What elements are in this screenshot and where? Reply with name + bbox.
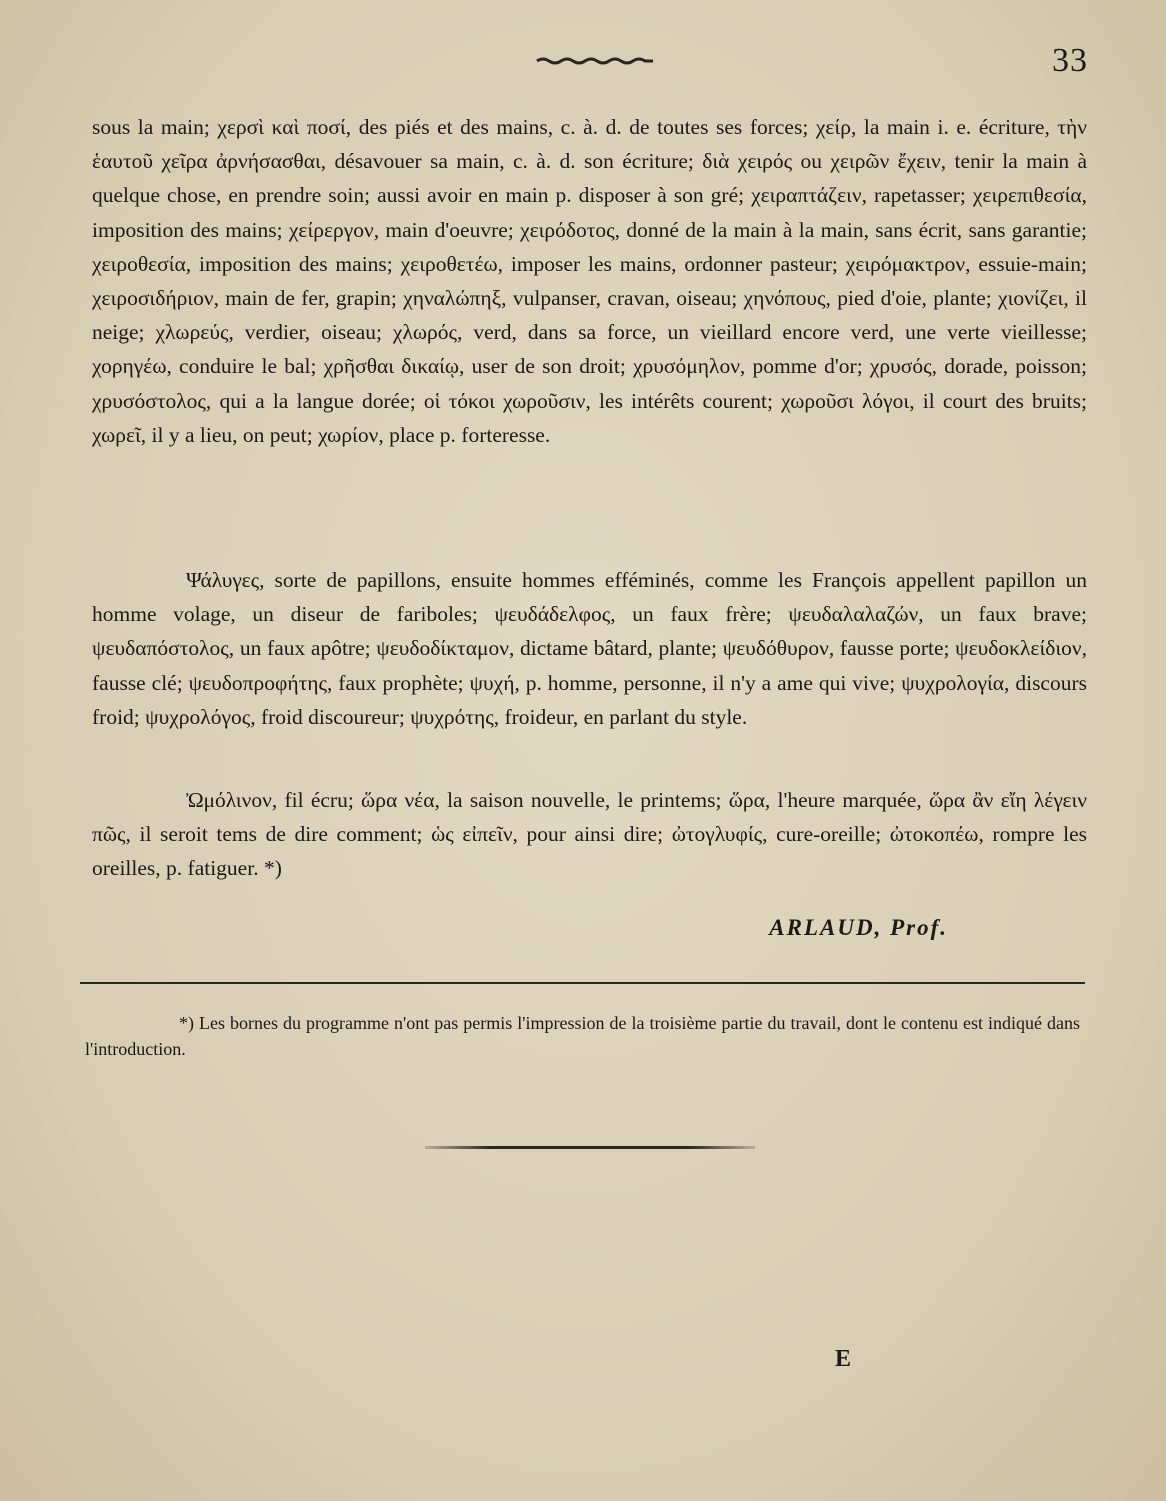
paragraph-3 xyxy=(92,783,1087,886)
author-signature: ARLAUD, Prof. xyxy=(769,915,948,940)
end-rule xyxy=(425,1146,755,1149)
paragraph-1-text: sous la main; χερσὶ καὶ ποσί, des piés et des mains, c. à. d. de toutes ses forces; χείρ, la main i. e. écriture, τὴν ἑαυτοῦ χεῖρα ἀρνήσασθαι, désavouer sa main, c. à. d. son écriture; διὰ χειρός ou χειρῶν ἔχειν, tenir la main à quelque chose, en prendre soin; aussi avoir en main p. disposer à son gré; χειραπτάζειν, rapetasser; χειρεπιθεσία, imposition des mains; χείρεργον, main d'oeuvre; χειρόδοτος, donné de la main à la main, sans écrit, sans garantie; χειροθεσία, imposition des mains; χειροθετέω, imposer les mains, ordonner pasteur; χειρόμακτρον, essuie-main; χειροσιδήριον, main de fer, grapin; χηναλώπηξ, vulpanser, cravan, oiseau; χηνόπους, pied d'oie, plante; χιονίζει, il neige; χλωρεύς, verdier, oiseau; χλωρός, verd, dans sa force, un vieillard encore verd, une verte vieillesse; χορηγέω, conduire le bal; χρῆσθαι δικαίῳ, user de son droit; χρυσόμηλον, pomme d'or; χρυσός, dorade, poisson; χρυσόστολος, qui a la langue dorée; οἱ τόκοι χωροῦσιν, les intérêts courent; χωροῦσι λόγοι, il court des bruits; χωρεῖ, il y a lieu, on peut; χωρίον, place p. forteresse. xyxy=(92,115,1087,447)
footnote: *) Les bornes du programme n'ont pas permis l'impression de la troisième partie du travail, dont le contenu est indiqué dans l'introduction. xyxy=(85,1013,1080,1059)
paragraph-2-text: Ψάλυγες, sorte de papillons, ensuite hommes efféminés, comme les François appellent papillon un homme volage, un diseur de fariboles; ψευδάδελφος, un faux frère; ψευδαλαλαζών, un faux brave; ψευδαπόστολος, un faux apôtre; ψευδοδίκταμον, dictame bâtard, plante; ψευδόθυρον, fausse porte; ψευδοκλείδιον, fausse clé; ψευδοπροφήτης, faux prophète; ψυχή, p. homme, personne, il n'y a ame qui vive; ψυχρολογία, discours froid; ψυχρολόγος, froid discoureur; ψυχρότης, froideur, en parlant du style. xyxy=(92,568,1087,729)
paragraph-3-text: Ὠμόλινον, fil écru; ὥρα νέα, la saison nouvelle, le printems; ὥρα, l'heure marquée, ὥρα ἂν εἴη λέγειν πῶς, il seroit tems de dire comment; ὡς εἰπεῖν, pour ainsi dire; ὠτογλυφίς, cure-oreille; ὠτοκοπέω, rompre les oreilles, p. fatiguer. *) xyxy=(92,788,1087,881)
paragraph-1 xyxy=(92,110,1087,452)
paragraph-2 xyxy=(92,563,1087,734)
page-number: 33 xyxy=(1052,42,1088,79)
header-ornament xyxy=(535,56,655,66)
footnote-divider xyxy=(80,982,1085,984)
printer-signature-mark: E xyxy=(835,1346,852,1372)
